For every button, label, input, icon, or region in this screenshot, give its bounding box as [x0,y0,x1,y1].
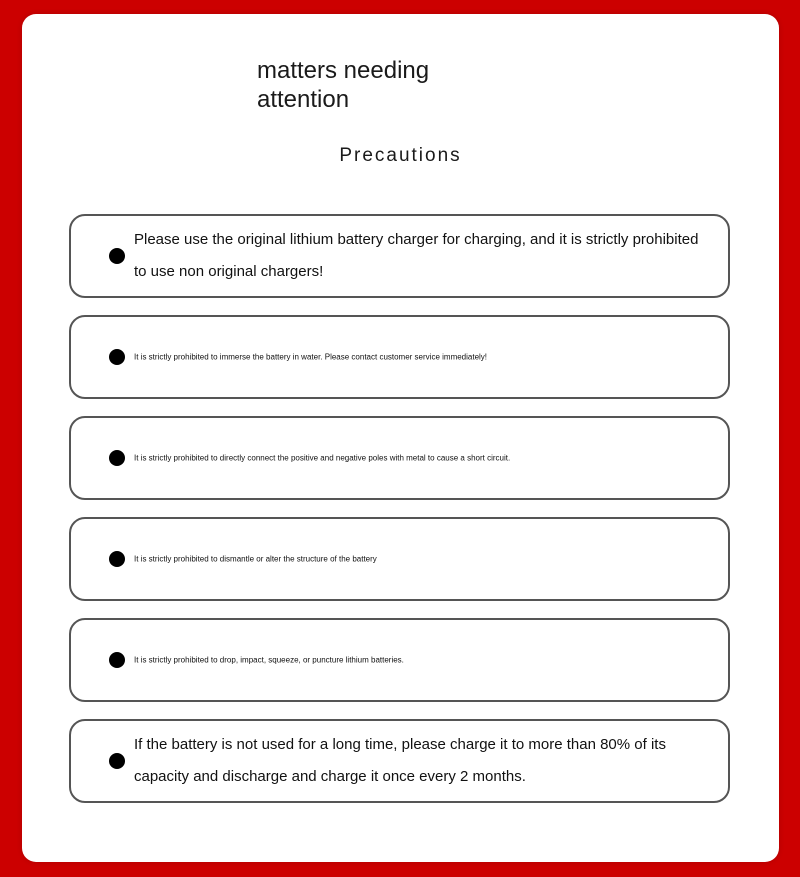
page-title: matters needing attention [257,57,430,113]
section-subtitle: Precautions [339,145,462,166]
bullet-icon [109,753,125,769]
precaution-item-impact [69,618,730,702]
precaution-item-storage [69,719,730,803]
bullet-icon [109,450,125,466]
bullet-icon [109,349,125,365]
precaution-item-short-circuit [69,416,730,500]
precaution-text: Please use the original lithium battery charger for charging, and it is strictly prohibited to use non original chargers! [134,231,699,280]
precaution-text: If the battery is not used for a long time, please charge it to more than 80% of its capacity and discharge and charge it once every 2 months. [134,736,666,785]
bullet-icon [109,248,125,264]
precaution-text: It is strictly prohibited to drop, impact, squeeze, or puncture lithium batteries. [134,655,404,665]
precaution-text: It is strictly prohibited to dismantle or alter the structure of the battery [134,554,377,564]
precautions-card [22,14,779,862]
precaution-text: It is strictly prohibited to directly connect the positive and negative poles with metal to cause a short circuit. [134,453,511,463]
precaution-item-dismantle [69,517,730,601]
precaution-text: It is strictly prohibited to immerse the battery in water. Please contact customer service immediately! [134,352,488,362]
precaution-item-original-charger [69,214,730,298]
bullet-icon [109,551,125,567]
bullet-icon [109,652,125,668]
precaution-item-water [69,315,730,399]
